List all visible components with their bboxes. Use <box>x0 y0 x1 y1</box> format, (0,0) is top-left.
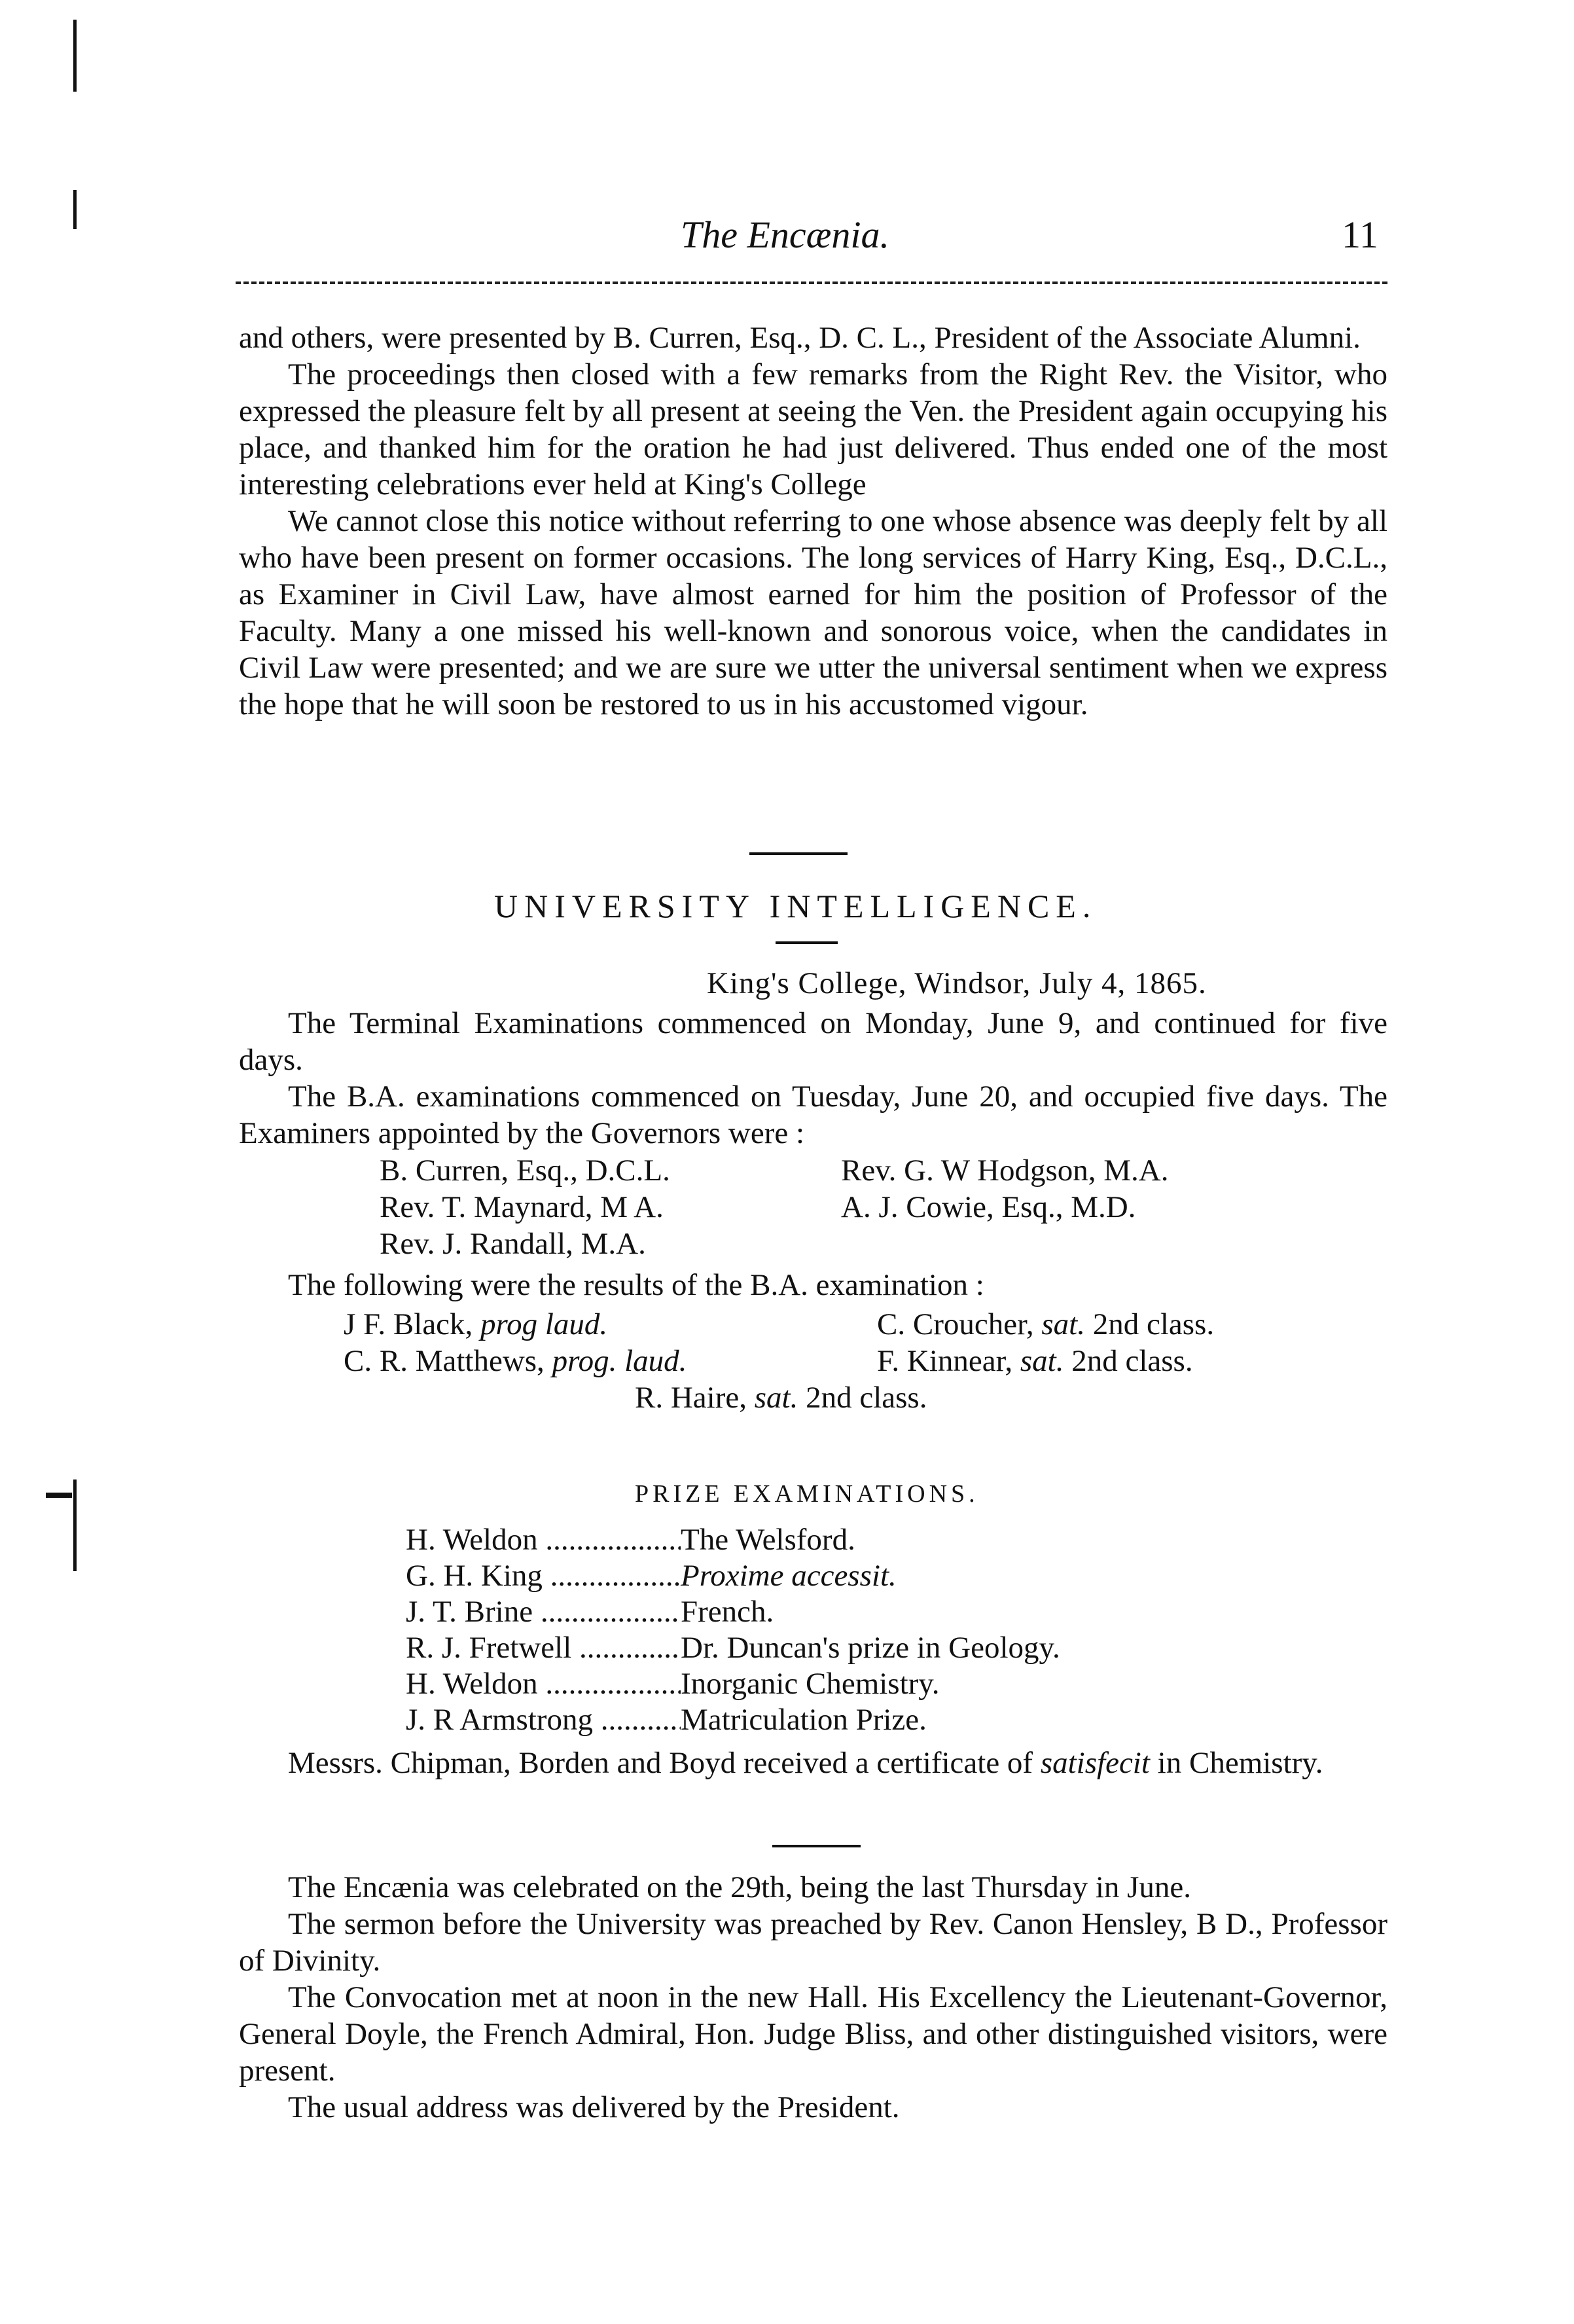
section-rule <box>749 852 848 855</box>
margin-mark <box>73 1480 77 1571</box>
result-line: R. Haire, sat. 2nd class. <box>635 1381 927 1415</box>
result-line: F. Kinnear, sat. 2nd class. <box>877 1344 1193 1378</box>
margin-mark <box>46 1493 72 1498</box>
prize-row: G. H. King ..... Proxime accessit. <box>406 1558 1060 1594</box>
prize-row: J. T. Brine ..... French. <box>406 1594 1060 1630</box>
header-rule <box>236 281 1387 284</box>
result-line: C. R. Matthews, prog. laud. <box>344 1344 687 1378</box>
paragraph: The B.A. examinations commenced on Tuesday, June 20, and occupied five days. The Examiners appointed by the Governors were : <box>239 1080 1387 1150</box>
section-rule <box>772 1845 861 1847</box>
result-line: C. Croucher, sat. 2nd class. <box>877 1307 1215 1341</box>
examiner-column-right <box>841 1152 1168 1226</box>
results-center <box>635 1379 927 1416</box>
result-line: J F. Black, prog laud. <box>344 1307 608 1341</box>
examiner-column-left <box>380 1152 670 1262</box>
paragraph: The usual address was delivered by the President. <box>288 2090 900 2124</box>
certificate-text <box>239 1745 1387 1781</box>
continuation-text <box>239 319 1387 723</box>
results-intro <box>239 1267 1387 1303</box>
prize-row: H. Weldon ..... The Welsford. <box>406 1522 1060 1558</box>
margin-mark <box>73 190 77 229</box>
examiner: Rev. J. Randall, M.A. <box>380 1227 646 1261</box>
examiner: B. Curren, Esq., D.C.L. <box>380 1153 670 1188</box>
paragraph: The Convocation met at noon in the new Hall. His Excellency the Lieutenant-Governor, General Doyle, the French Admiral, Hon. Judge Bliss, and other distinguished visitors, were present. <box>239 1980 1387 2088</box>
results-column-right <box>877 1306 1214 1379</box>
prize-heading: PRIZE EXAMINATIONS. <box>635 1480 979 1508</box>
examiner: A. J. Cowie, Esq., M.D. <box>841 1190 1136 1224</box>
running-header-title: The Encænia. <box>681 213 889 256</box>
paragraph: Messrs. Chipman, Borden and Boyd received a certificate of satisfecit in Chemistry. <box>288 1746 1323 1780</box>
margin-mark <box>73 20 77 92</box>
examiner: Rev. G. W Hodgson, M.A. <box>841 1153 1169 1188</box>
prize-row: H. Weldon ..... Inorganic Chemistry. <box>406 1666 1060 1702</box>
paragraph: The proceedings then closed with a few remarks from the Right Rev. the Visitor, who expressed the pleasure felt by all present at seeing the Ven. the President again occupying his place, and thanked him for the oration he had just delivered. Thus ended one of the most interesting celebrations ever held at King's College <box>239 357 1387 501</box>
prize-row: J. R Armstrong ..... Matriculation Prize. <box>406 1702 1060 1738</box>
university-text <box>239 1005 1387 1152</box>
paragraph: The Terminal Examinations commenced on Monday, June 9, and continued for five days. <box>239 1006 1387 1077</box>
section-rule <box>776 941 838 944</box>
dateline: King's College, Windsor, July 4, 1865. <box>707 966 1207 1000</box>
paragraph: We cannot close this notice without referring to one whose absence was deeply felt by all who have been present on former occasions. The long services of Harry King, Esq., D.C.L., as Examiner in Civil Law, have almost earned for him the position of Professor of the Faculty. Many a one missed his well-known and sonorous voice, when the candidates in Civil Law were presented; and we are sure we utter the universal sentiment when we express the hope that he will soon be restored to us in his accustomed vigour. <box>239 504 1387 721</box>
results-column-left <box>344 1306 687 1379</box>
paragraph: The following were the results of the B.A. examination : <box>288 1268 984 1302</box>
paragraph: and others, were presented by B. Curren, Esq., D. C. L., President of the Associate Alumni. <box>239 321 1361 355</box>
section-heading: UNIVERSITY INTELLIGENCE. <box>494 888 1098 924</box>
examiner: Rev. T. Maynard, M A. <box>380 1190 664 1224</box>
prize-list <box>406 1522 1060 1738</box>
encaenia-text <box>239 1869 1387 2126</box>
paragraph: The sermon before the University was preached by Rev. Canon Hensley, B D., Professor of Divinity. <box>239 1907 1387 1978</box>
page-number: 11 <box>1342 213 1378 256</box>
prize-row: R. J. Fretwell ..... Dr. Duncan's prize in Geology. <box>406 1630 1060 1666</box>
paragraph: The Encænia was celebrated on the 29th, being the last Thursday in June. <box>288 1870 1192 1904</box>
